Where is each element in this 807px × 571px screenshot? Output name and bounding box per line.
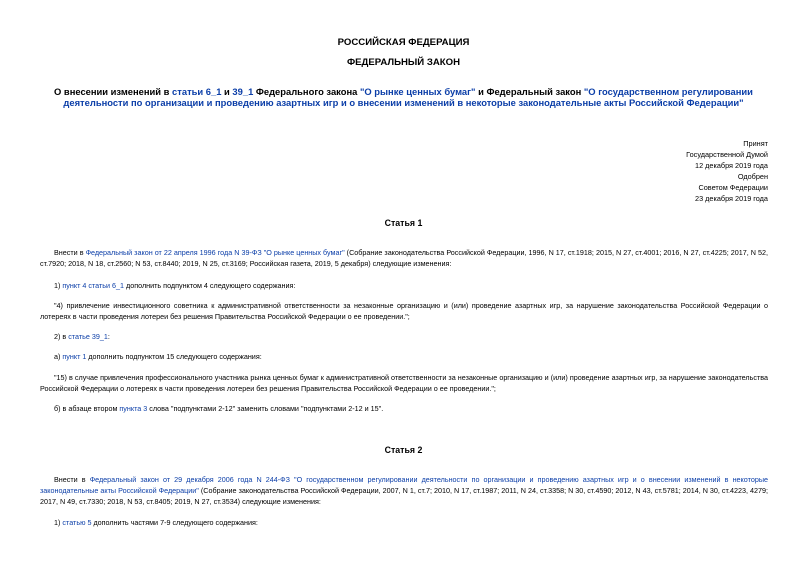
paragraph-text: дополнить подпунктом 15 следующего содержания: (86, 352, 262, 361)
paragraph-text: (Собрание законодательства Российской Федерации, 2007, N 1, ст.7; 2010, N 17, ст.1987; 2011, N 24, ст.3358; N 30, ст.4590; 2012, N 43, ст.5781; 2014, N 30, ст.4223, 4279; 2017, N 49, ст.7330; 2018, N 53, ст.8405; 2019, N 27, ст.3534) следующие изменения: (40, 486, 769, 507)
paragraph-text: дополнить подпунктом 4 следующего содержания: (124, 281, 296, 290)
adoption-line: Принят (743, 139, 768, 148)
title-link-article-39-1[interactable]: 39_1 (232, 86, 254, 97)
article-1-item-2a (40, 351, 768, 362)
article-2-item-1 (40, 517, 768, 528)
paragraph-text: 1) (54, 518, 63, 527)
title-link-gambling-law[interactable]: "О государственном регулировании деятельности по организации и проведению азартных игр и о внесении изменений в некоторые законодательные акты Российской Федерации" (63, 86, 753, 108)
article-1-item-2b (40, 403, 768, 414)
link-law-39fz[interactable]: Федеральный закон от 22 апреля 1996 года N 39-ФЗ "О рынке ценных бумаг" (85, 248, 345, 257)
title-text: О внесении изменений в (54, 86, 173, 97)
link-article-5[interactable]: статью 5 (62, 518, 92, 527)
adoption-block (686, 138, 768, 204)
approval-line: Советом Федерации (698, 183, 768, 192)
paragraph-text: слова "подпунктами 2-12" заменить словами "подпунктами 2-12 и 15". (147, 404, 384, 413)
link-point-4-article-6-1[interactable]: пункт 4 статьи 6_1 (62, 281, 125, 290)
title-text: Федерального закона (253, 86, 360, 97)
paragraph-text: 1) (54, 281, 63, 290)
article-1-quote-15: "15) в случае привлечения профессионального участника рынка ценных бумаг к административной ответственности за незаконные организацию и (или) проведение азартных игр, за нарушение законодательства Российской Федерации о лотереях в части проведения лотереи без решения Правительства Российской Федерации о ее проведении."; (40, 373, 768, 394)
doc-type-heading: ФЕДЕРАЛЬНЫЙ ЗАКОН (346, 57, 461, 68)
approval-date: 23 декабря 2019 года (695, 194, 768, 203)
country-heading: РОССИЙСКАЯ ФЕДЕРАЦИЯ (337, 37, 470, 48)
paragraph-text: 2) в (54, 332, 69, 341)
adoption-line: Государственной Думой (686, 150, 768, 159)
title-text: и Федеральный закон (475, 86, 584, 97)
law-title (40, 86, 767, 108)
article-1-item-1 (40, 280, 768, 291)
article-1-item-2 (40, 331, 768, 342)
paragraph-text: а) (54, 352, 63, 361)
article-1-heading: Статья 1 (384, 218, 423, 228)
link-article-39-1[interactable]: статье 39_1 (68, 332, 108, 341)
paragraph-text: : (107, 332, 110, 341)
link-law-244fz[interactable]: Федеральный закон от 29 декабря 2006 года N 244-ФЗ "О государственном регулировании деятельности по организации и проведению азартных игр и о внесении изменений в некоторые законодательные акты Российской Федерации" (40, 475, 768, 496)
adoption-date: 12 декабря 2019 года (695, 161, 768, 170)
title-text: и (221, 86, 233, 97)
article-2-heading: Статья 2 (384, 445, 423, 455)
article-1-quote-4: "4) привлечение инвестиционного советника к административной ответственности за незаконные организацию и (или) проведение азартных игр, за нарушение законодательства Российской Федерации о лотереях в части проведения лотереи без решения Правительства Российской Федерации о ее проведении."; (40, 301, 768, 322)
link-point-3[interactable]: пункта 3 (119, 404, 148, 413)
approval-line: Одобрен (737, 172, 768, 181)
paragraph-text: Внести в (54, 248, 86, 257)
article-2-paragraph (40, 474, 768, 508)
paragraph-text: б) в абзаце втором (54, 404, 120, 413)
title-link-article-6-1[interactable]: статьи 6_1 (172, 86, 222, 97)
paragraph-text: (Собрание законодательства Российской Федерации, 1996, N 17, ст.1918; 2015, N 27, ст.4001; 2016, N 27, ст.4225; 2017, N 52, ст.7920; 2018, N 18, ст.2560; N 53, ст.8440; 2019, N 25, ст.3169; Российская газета, 2019, 5 декабря) следующие изменения: (40, 248, 768, 269)
article-1-paragraph (40, 247, 768, 269)
title-link-securities-law[interactable]: "О рынке ценных бумаг" (359, 86, 476, 97)
paragraph-text: Внести в (54, 475, 90, 484)
paragraph-text: дополнить частями 7-9 следующего содержания: (91, 518, 258, 527)
link-point-1[interactable]: пункт 1 (62, 352, 87, 361)
